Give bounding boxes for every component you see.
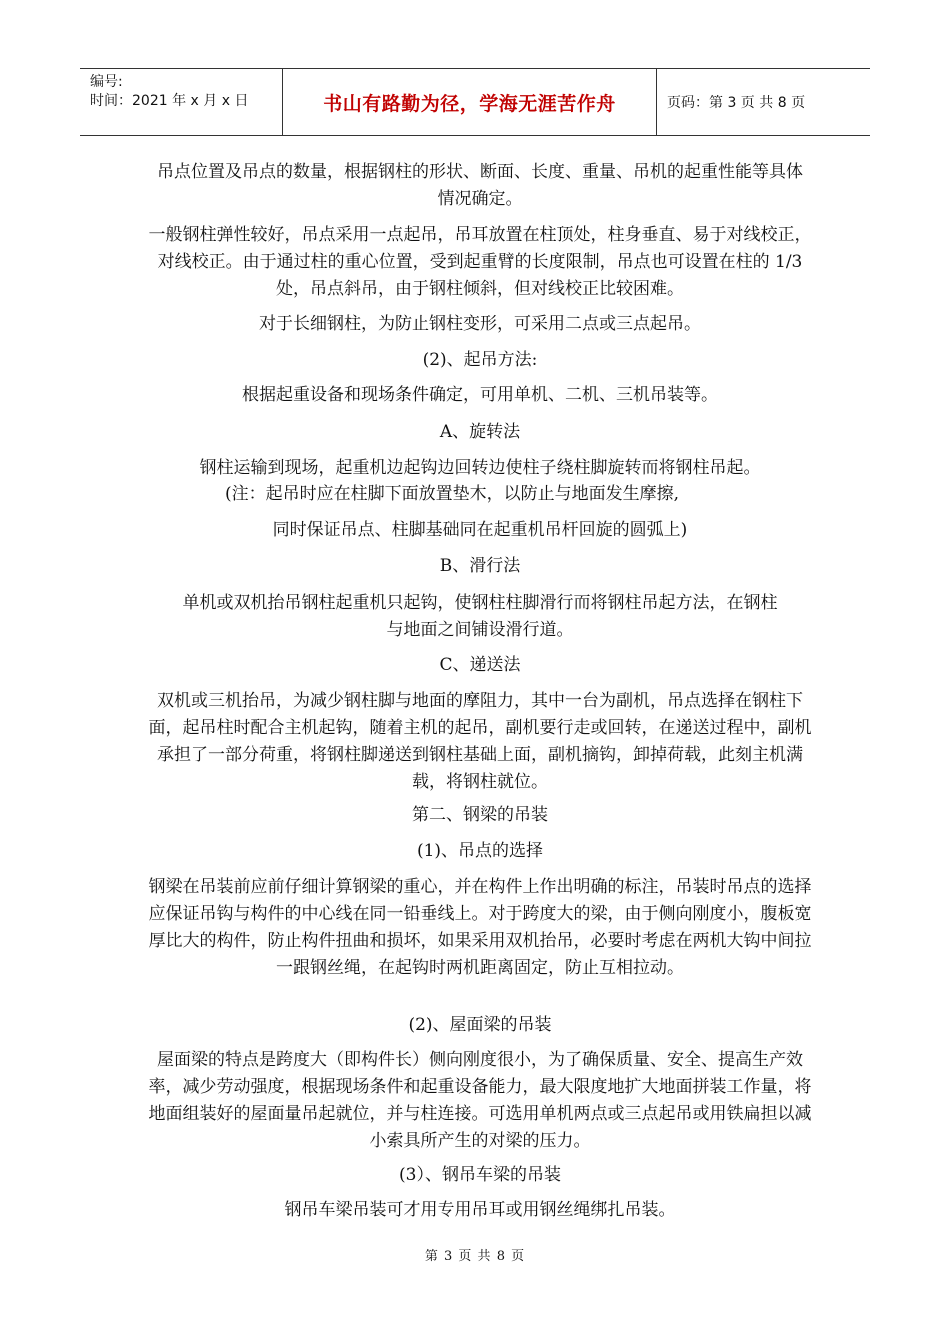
- heading-rotation-method: A、旋转法: [439, 422, 521, 442]
- header-motto: 书山有路勤为径，学海无涯苦作舟: [283, 69, 657, 135]
- heading-lift-method: (2)、起吊方法:: [422, 350, 538, 370]
- paragraph-beam-point: 钢梁在吊装前应前仔细计算钢梁的重心，并在构件上作出明确的标注，吊装时吊点的选择应保证吊钩与构件的中心线在同一铅垂线上。对于跨度大的梁，由于侧向刚度小，腹板宽厚比大的构件，防止构件扭曲和损坏，如果采用双机抬吊，必要时考虑在两机大钩中间拉一跟钢丝绳，在起钩时两机距离固定，防止互相拉动。: [148, 877, 812, 978]
- paragraph-rotation-note: (注：起吊时应在柱脚下面放置垫木，以防止与地面发生摩擦,: [225, 484, 680, 504]
- heading-pass-method: C、递送法: [439, 655, 521, 675]
- header-page-info: 页码：第 3 页 共 8 页: [667, 95, 806, 111]
- paragraph-long-column: 对于长细钢柱，为防止钢柱变形，可采用二点或三点起吊。: [259, 314, 701, 334]
- heading-crane-beam: (3）、钢吊车梁的吊装: [399, 1165, 561, 1185]
- paragraph-rotation-desc: 钢柱运输到现场，起重机边起钩边回转边使柱子绕柱脚旋转而将钢柱吊起。: [199, 458, 761, 478]
- paragraph-pass-desc: 双机或三机抬吊，为减少钢柱脚与地面的摩阻力，其中一台为副机，吊点选择在钢柱下面，起吊柱时配合主机起钩，随着主机的起吊，副机要行走或回转，在递送过程中，副机承担了一部分荷重，将钢柱脚递送到钢柱基础上面，副机摘钩，卸掉荷载，此刻主机满载，将钢柱就位。: [148, 691, 812, 792]
- header-meta: [80, 69, 283, 135]
- heading-point-selection: (1)、吊点的选择: [416, 841, 544, 861]
- heading-slide-method: B、滑行法: [439, 556, 521, 576]
- paragraph-crane-beam: 钢吊车梁吊装可才用专用吊耳或用钢丝绳绑扎吊装。: [284, 1200, 676, 1220]
- heading-beam-hoisting: 第二、钢梁的吊装: [412, 805, 548, 825]
- paragraph-single-point-lift: 一般钢柱弹性较好，吊点采用一点起吊，吊耳放置在柱顶处，柱身垂直、易于对线校正，对线校正。由于通过柱的重心位置，受到起重臂的长度限制，吊点也可设置在柱的 1/3 处，吊点斜吊，由于钢柱倾斜，但对线校正比较困难。: [148, 225, 812, 299]
- page-header: [80, 68, 870, 136]
- paragraph-rotation-note-2: 同时保证吊点、柱脚基础同在起重机吊杆回旋的圆弧上): [272, 520, 688, 540]
- number-label: 编号:: [90, 74, 123, 90]
- paragraph-slide-desc: 单机或双机抬吊钢柱起重机只起钩，使钢柱柱脚滑行而将钢柱吊起方法，在钢柱与地面之间铺设滑行道。: [182, 593, 778, 640]
- paragraph-lift-equipment: 根据起重设备和现场条件确定，可用单机、二机、三机吊装等。: [242, 385, 718, 405]
- paragraph-roof-beam: 屋面梁的特点是跨度大（即构件长）侧向刚度很小，为了确保质量、安全、提高生产效率，减少劳动强度，根据现场条件和起重设备能力，最大限度地扩大地面拼装工作量，将地面组装好的屋面量吊起就位，并与柱连接。可选用单机两点或三点起吊或用铁扁担以减小索具所产生的对梁的压力。: [148, 1050, 812, 1151]
- page-footer: 第 3 页 共 8 页: [424, 1249, 526, 1264]
- paragraph-lift-points: 吊点位置及吊点的数量，根据钢柱的形状、断面、长度、重量、吊机的起重性能等具体情况确定。: [157, 162, 803, 209]
- time-label: 时间：2021 年 x 月 x 日: [90, 93, 249, 109]
- heading-roof-beam: (2)、屋面梁的吊装: [408, 1015, 552, 1035]
